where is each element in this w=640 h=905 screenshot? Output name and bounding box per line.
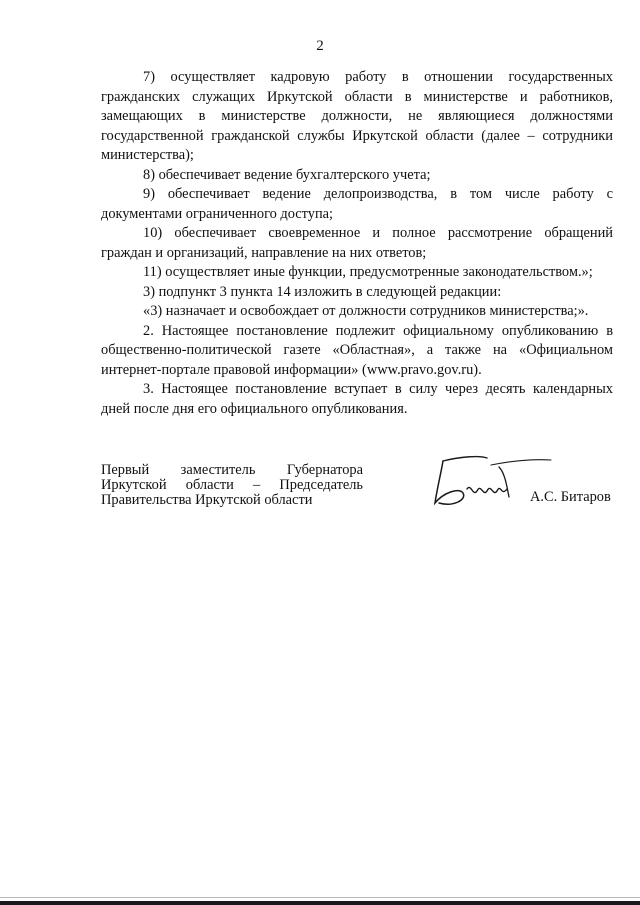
paragraph-item-10: 10) обеспечивает своевременное и полное рассмотрение обращений граждан и организаций, направление на них ответов; (101, 225, 613, 261)
paragraph-item-8: 8) обеспечивает ведение бухгалтерского учета; (143, 166, 431, 183)
paragraph-subpoint-3: 3) подпункт 3 пункта 14 изложить в следующей редакции: (143, 283, 502, 300)
paragraph-publication: 2. Настоящее постановление подлежит официальному опубликованию в общественно-политической газете «Областная», а также на «Официальном интернет-портале правовой информации» (www.pravo.gov.ru). (101, 322, 613, 378)
signer-title-line: Иркутской области – Председатель (101, 477, 363, 493)
paragraph-item-7: 7) осуществляет кадровую работу в отношении государственных гражданских служащих Иркутской области в министерстве и работников, замещающих в министерстве должности, не являющиеся должностями государственной гражданской службы Иркутской области (далее – сотрудники министерства); (101, 69, 613, 163)
paragraph-new-edition: «3) назначает и освобождает от должности сотрудников министерства;». (143, 303, 589, 319)
signer-title-line: Правительства Иркутской области (101, 492, 313, 508)
scan-bottom-border (0, 901, 640, 905)
scan-edge-line (0, 897, 640, 898)
signer-title-line: Первый заместитель Губернатора (101, 462, 363, 478)
paragraph-item-11: 11) осуществляет иные функции, предусмотренные законодательством.»; (143, 264, 593, 280)
signature-block (101, 463, 613, 523)
signer-name: А.С. Битаров (530, 489, 611, 505)
page-number: 2 (316, 38, 324, 54)
document-body (101, 68, 613, 419)
paragraph-effective-date: 3. Настоящее постановление вступает в силу через десять календарных дней после дня его официального опубликования. (101, 381, 613, 417)
paragraph-item-9: 9) обеспечивает ведение делопроизводства, в том числе работу с документами ограниченного доступа; (101, 186, 613, 222)
signer-title (101, 463, 363, 508)
